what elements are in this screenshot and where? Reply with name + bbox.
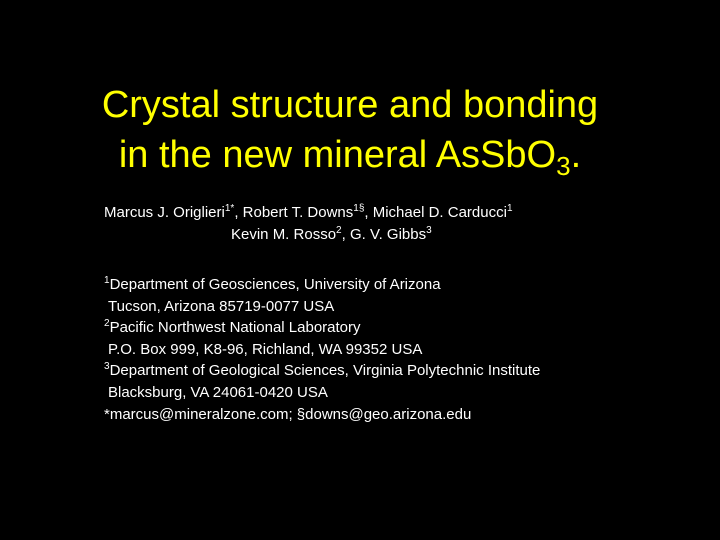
author-list (0, 202, 720, 246)
author-name: Michael D. Carducci (372, 204, 507, 221)
affiliation-address: Tucson, Arizona 85719-0077 USA (108, 297, 335, 315)
author-name: Robert T. Downs (242, 204, 354, 221)
affiliation-address: Blacksburg, VA 24061-0420 USA (108, 383, 328, 401)
author-affiliation-mark: 3 (426, 225, 432, 236)
title-line-2 (0, 130, 700, 180)
author-affiliation-mark: 2 (336, 225, 342, 236)
author-line-1 (0, 202, 720, 224)
affiliation-number: 3 (104, 361, 110, 373)
author-separator: , (364, 204, 373, 221)
affiliation-text: Department of Geosciences, University of Arizona (109, 276, 441, 293)
title-line-2-text: in the new mineral As (118, 134, 481, 176)
affiliation-line (104, 360, 704, 382)
author-affiliation-mark: 1* (224, 203, 235, 214)
affiliation-text: Pacific Northwest National Laboratory (109, 319, 361, 337)
author-affiliation-mark: 1§ (353, 203, 365, 214)
author-name: G. V. Gibbs (349, 226, 427, 243)
author-affiliation-mark: 1 (506, 203, 513, 214)
author-separator: , (234, 204, 243, 221)
affiliation-list (104, 274, 704, 425)
title-line-1: Crystal structure and bonding (101, 84, 599, 126)
affiliation-number: 1 (104, 275, 110, 286)
author-separator: , (341, 226, 350, 243)
title-formula-subscript: 3 (556, 151, 571, 181)
title-formula-sb: Sb (480, 134, 527, 176)
affiliation-line (104, 274, 704, 296)
author-name: Marcus J. Origlieri (104, 204, 225, 221)
affiliation-number: 2 (104, 318, 110, 330)
slide-title (0, 80, 700, 180)
title-period: . (570, 134, 582, 176)
author-line-2 (0, 224, 720, 246)
affiliation-line (104, 317, 704, 339)
affiliation-text: Department of Geological Sciences, Virginia Polytechnic Institute (109, 362, 541, 380)
affiliation-address: P.O. Box 999, K8-96, Richland, WA 99352 USA (108, 340, 423, 358)
author-name: Kevin M. Rosso (231, 226, 337, 243)
title-formula-o: O (526, 134, 557, 176)
contact-emails: *marcus@mineralzone.com; §downs@geo.arizona.edu (104, 405, 472, 423)
